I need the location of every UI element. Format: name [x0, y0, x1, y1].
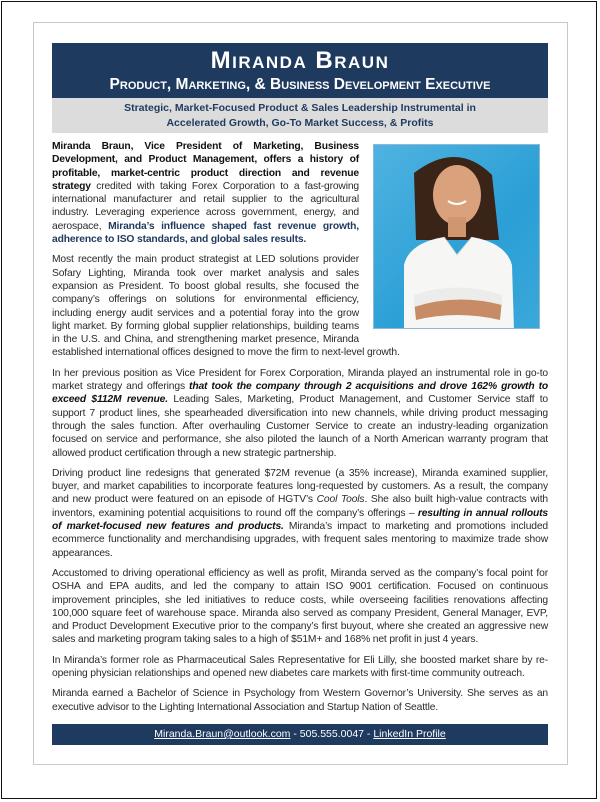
paragraph-forex: [52, 367, 548, 460]
p3-text-b: Leading Sales, Marketing, Product Management, and Customer Service staff to support 7 product lines, she spearheaded diversification into new channels, while driving product messaging through the sales function. After overhauling Customer Service to create an industry-leading organization focused on service and performance, she also piloted the launch of a North American warranty program that allowed product certification through a new strategic partnership.: [52, 394, 549, 459]
header-banner: [52, 43, 548, 98]
portrait-image: [374, 145, 540, 329]
p4-emphasis: resulting in annual rollouts of market-focused new features and products.: [52, 507, 548, 533]
candidate-name: Miranda Braun: [210, 47, 390, 74]
p4-text-c: Miranda’s impact to marketing and promotions included ecommerce functionality and merchandising upgrades, with frequent sales mentoring to maximize trade show appearances.: [52, 521, 548, 559]
phone-number: 505.555.0047: [299, 727, 364, 740]
p3-emphasis: that took the company through 2 acquisitions and drove 162% growth to exceed $112M revenue.: [52, 381, 548, 406]
paragraph-operations: Accustomed to driving operational efficiency as well as profit, Miranda served as the company’s focal point for OSHA and EPA audits, and led the company to attain ISO 9001 certification. Focused on continuous improvement principles, she led initiatives to reduce costs, while overseeing facilities renovations affecting 100,000 square feet of warehouse space. Miranda also served as company President, General Manager, EVP, and Product Development Executive prior to the company’s first buyout, where she created an aggressive new sales and marketing program taking sales to a high of $51M+ and 168% net profit in just 4 years.: [52, 567, 548, 646]
paragraph-education: Miranda earned a Bachelor of Science in Psychology from Western Governor’s University. She serves as an executive advisor to the Lighting International Association and Startup Nation of Seattle.: [52, 688, 548, 713]
tagline-line-2: Accelerated Growth, Go-To Market Success, & Profits: [166, 117, 434, 129]
p4-text-b: . She also built high-value contracts with inventors, examining potential acquisitions to round off the company’s offerings –: [52, 494, 548, 519]
separator: -: [364, 727, 374, 740]
tagline-band: [52, 98, 548, 133]
resume-body: [52, 140, 548, 714]
p4-text-a: Driving product line redesigns that generated $72M revenue (a 35% increase), Miranda examined supplier, buyer, and market capabilities to incorporate features long-requested by customers. As a result, the company and new product were featured on an episode of HGTV’s: [52, 467, 548, 506]
tagline-line-1: Strategic, Market-Focused Product & Sales Leadership Instrumental in: [124, 102, 476, 114]
p4-show-title: Cool Tools: [316, 494, 365, 506]
profile-photo: [373, 144, 540, 329]
paragraph-sofary: Most recently the main product strategist at LED solutions provider Sofary Lighting, Miranda took over market analysis and sales expansion as President. To boost global results, she focused the company’s offerings on solutions for environmental efficiency, including energy audit services and a potential foray into the grow light market. By forming global supplier relationships, building teams in the U.S. and China, and strengthening market presence, Miranda established international offices designed to move the firm to next-level growth.: [52, 254, 400, 359]
intro-highlight: Miranda’s influence shaped fast revenue growth, adherence to ISO standards, and global sales results.: [52, 220, 359, 246]
candidate-title: Product, Marketing, & Business Development Executive: [109, 76, 491, 93]
contact-footer: [52, 724, 548, 745]
p3-text-a: In her previous position as Vice President for Forex Corporation, Miranda played an instrumental role in go-to market strategy and offerings: [52, 367, 548, 393]
email-link[interactable]: Miranda.Braun@outlook.com: [154, 727, 291, 740]
paragraph-product-line: [52, 467, 548, 560]
resume-page: [52, 0, 548, 802]
paragraph-eli-lilly: In Miranda’s former role as Pharmaceutical Sales Representative for Eli Lilly, she boosted market share by re-opening physician relationships and opened new diabetes care markets with first-time community outreach.: [52, 654, 548, 679]
separator: -: [290, 727, 300, 740]
intro-bold: Miranda Braun, Vice President of Marketing, Business Development, and Product Management, offers a history of profitable, market-centric product direction and revenue strategy: [52, 141, 359, 192]
intro-text: credited with taking Forex Corporation to a fast-growing international manufacturer and retail supplier to the agricultural industry. Leveraging experience across government, energy, and aerospace,: [52, 180, 359, 232]
linkedin-link[interactable]: LinkedIn Profile: [373, 727, 446, 740]
